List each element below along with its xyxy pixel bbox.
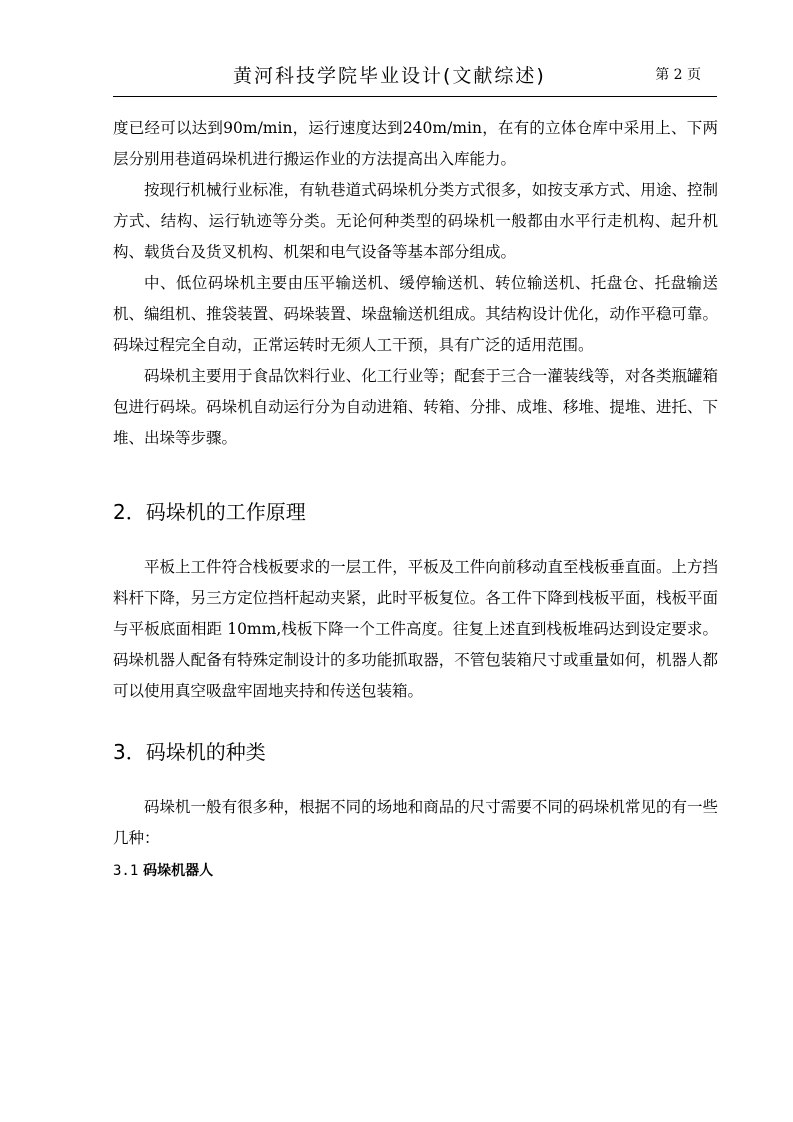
paragraph-3: 中、低位码垛机主要由压平输送机、缓停输送机、转位输送机、托盘仓、托盘输送机、编组机、推袋装置、码垛装置、垛盘输送机组成。其结构设计优化，动作平稳可靠。码垛过程完全自动，正常运转时无须人工干预，具有广泛的适用范围。	[113, 274, 718, 354]
page-number: 第 2 页	[655, 67, 701, 83]
paragraph-4: 码垛机主要用于食品饮料行业、化工行业等；配套于三合一灌装线等，对各类瓶罐箱包进行码垛。码垛机自动运行分为自动进箱、转箱、分排、成堆、移堆、提堆、进托、下堆、出垛等步骤。	[113, 367, 718, 447]
page-body	[113, 113, 718, 880]
paragraph-6: 码垛机一般有很多种，根据不同的场地和商品的尺寸需要不同的码垛机常见的有一些几种：	[113, 798, 718, 847]
page-header	[113, 56, 717, 97]
document-title: 黄河科技学院毕业设计(文献综述)	[233, 65, 546, 87]
paragraph-5: 平板上工件符合栈板要求的一层工件，平板及工件向前移动直至栈板垂直面。上方挡料杆下降，另三方定位挡杆起动夹紧，此时平板复位。各工件下降到栈板平面，栈板平面与平板底面相距 10mm,栈板下降一个工件高度。往复上述直到栈板堆码达到设定要求。码垛机器人配备有特殊定制设计的多功能抓取器，不管包装箱尺寸或重量如何，机器人都可以使用真空吸盘牢固地夹持和传送包装箱。	[113, 558, 718, 700]
subsection-title: 码垛机器人	[143, 863, 214, 879]
subsection-number: 3.1	[113, 863, 139, 879]
paragraph-1: 度已经可以达到90m/min，运行速度达到240m/min，在有的立体仓库中采用上、下两层分别用巷道码垛机进行搬运作业的方法提高出入库能力。	[113, 119, 718, 168]
paragraph-2: 按现行机械行业标准，有轨巷道式码垛机分类方式很多，如按支承方式、用途、控制方式、结构、运行轨迹等分类。无论何种类型的码垛机一般都由水平行走机构、起升机构、载货台及货叉机构、机架和电气设备等基本部分组成。	[113, 181, 718, 261]
subsection-heading-3-1	[113, 860, 718, 880]
section-heading-working-principle: 2．码垛机的工作原理	[113, 500, 306, 524]
section-heading-types: 3．码垛机的种类	[113, 740, 266, 764]
